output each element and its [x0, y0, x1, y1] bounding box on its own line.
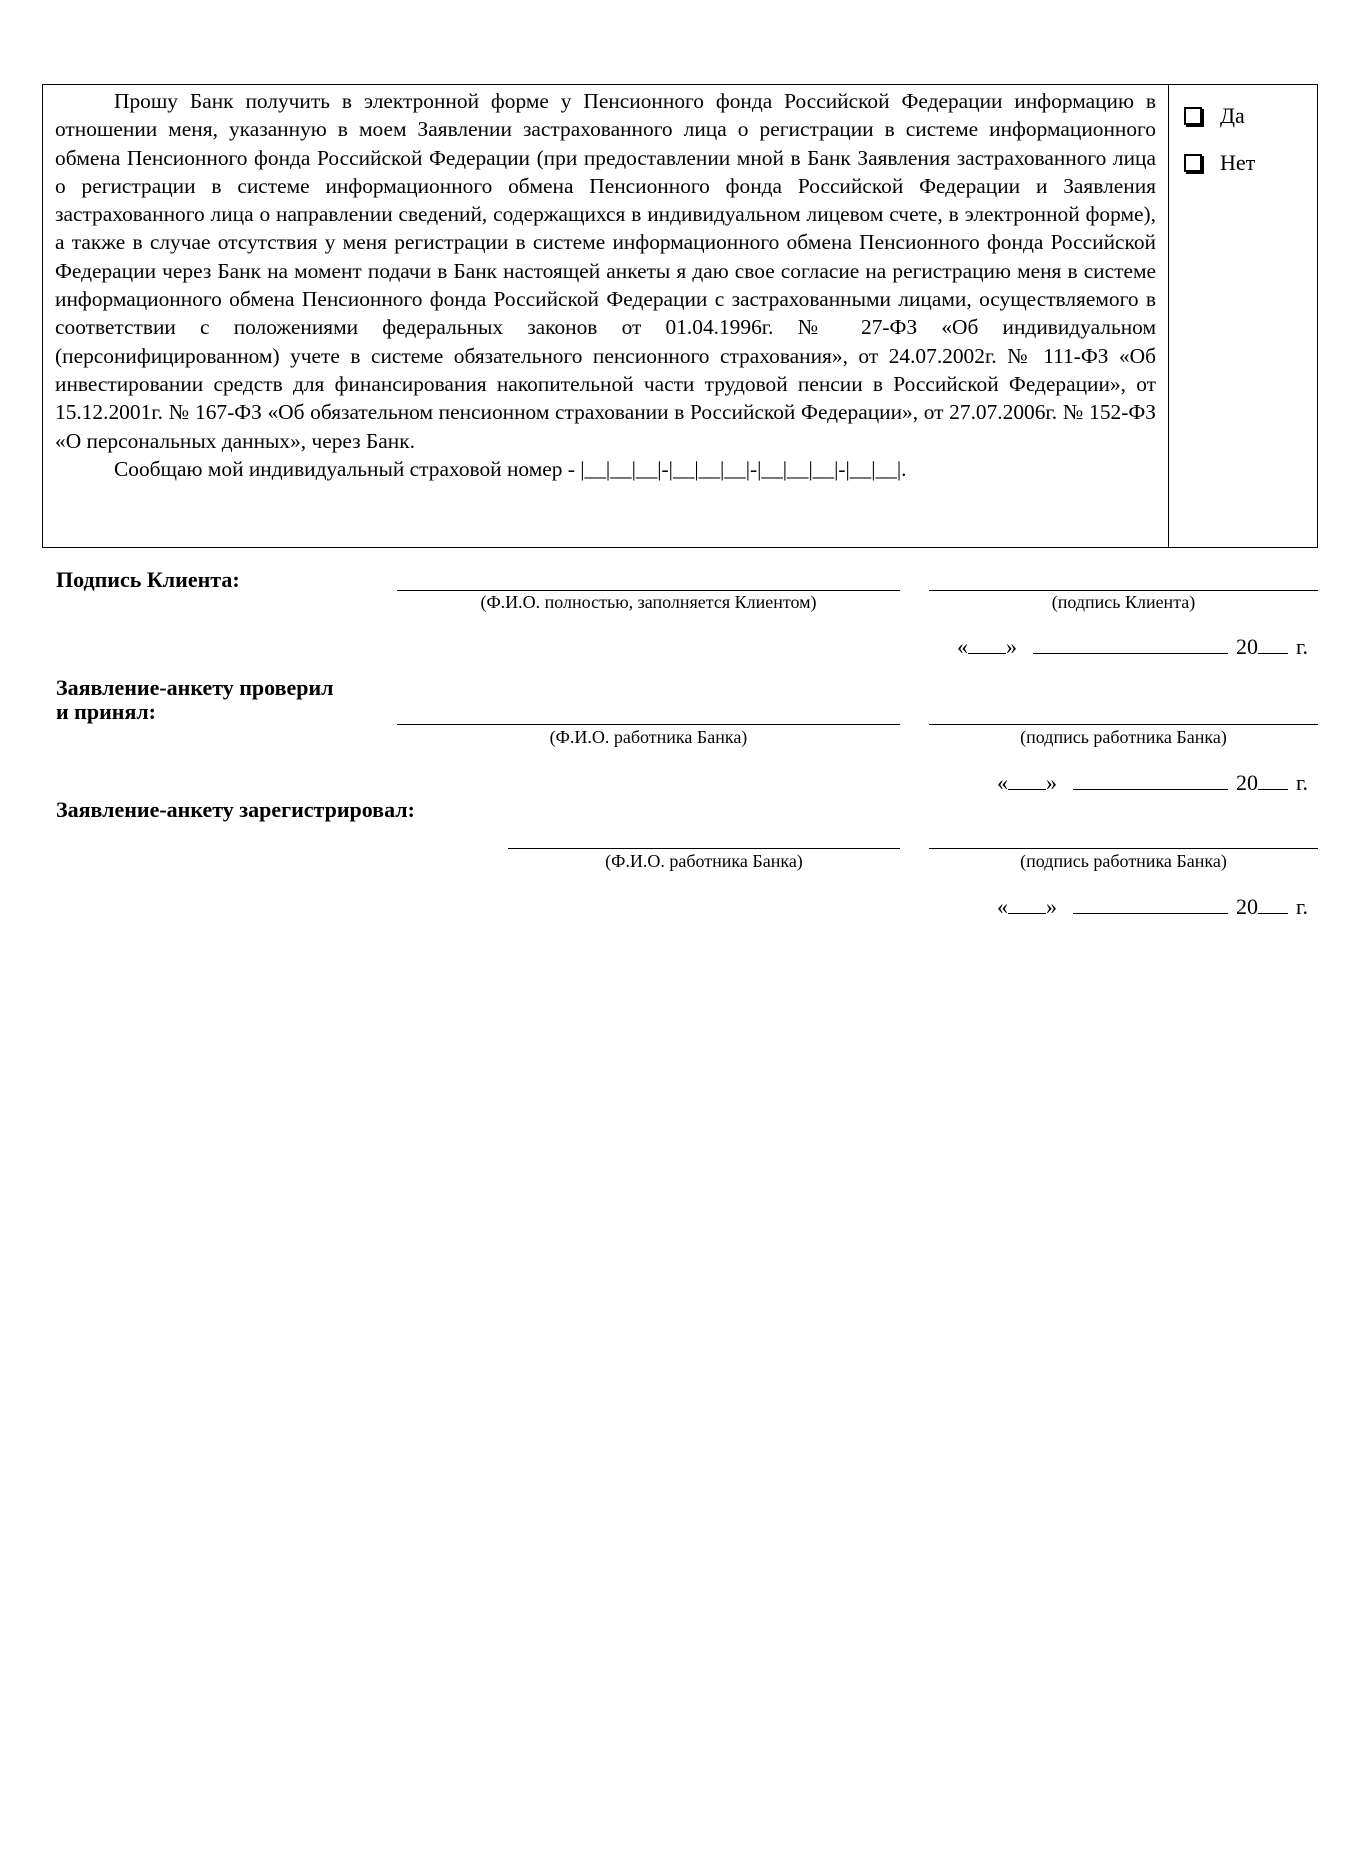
checked-by-name-caption: (Ф.И.О. работника Банка): [549, 727, 748, 747]
client-sign-line[interactable]: [929, 590, 1318, 591]
checked-by-sign-line[interactable]: [929, 724, 1318, 725]
registered-by-sign-caption: (подпись работника Банка): [1020, 851, 1227, 871]
client-name-line[interactable]: [397, 590, 900, 591]
registered-by-date[interactable]: « » 20 г.: [996, 894, 1308, 919]
client-date-month-blank[interactable]: [1033, 633, 1228, 654]
registered-date-day-blank[interactable]: [1008, 893, 1046, 914]
option-no[interactable]: [1184, 148, 1317, 178]
checked-by-label: Заявление-анкету проверил и принял:: [56, 675, 334, 724]
registered-date-year-blank[interactable]: [1258, 893, 1288, 914]
consent-table: [42, 84, 1318, 548]
registered-by-name-caption: (Ф.И.О. работника Банка): [605, 851, 803, 871]
registered-by-name-line[interactable]: [508, 848, 900, 849]
checked-date-day-blank[interactable]: [1008, 769, 1046, 790]
checked-by-date[interactable]: « » 20 г.: [996, 770, 1308, 795]
registered-by-sign-line[interactable]: [929, 848, 1318, 849]
consent-paragraph: Прошу Банк получить в электронной форме у Пенсионного фонда Российской Федерации информацию в отношении меня, указанную в моем Заявлении застрахованного лица о регистрации в системе информационного обмена Пенсионного фонда Российской Федерации (при предоставлении мной в Банк Заявления застрахованного лица о регистрации в системе информационного обмена Пенсионного фонда Российской Федерации и Заявления застрахованного лица о направлении сведений, содержащихся в индивидуальном лицевом счете, в электронной форме), а также в случае отсутствия у меня регистрации в системе информационного обмена Пенсионного фонда Российской Федерации через Банк на момент подачи в Банк настоящей анкеты я даю свое согласие на регистрацию меня в системе информационного обмена Пенсионного фонда Российской Федерации с застрахованными лицами, осуществляемого в соответствии с положениями федеральных законов от 01.04.1996г. № 27-ФЗ «Об индивидуальном (персонифицированном) учете в системе обязательного пенсионного страхования», от 24.07.2002г. № 111-ФЗ «Об инвестировании средств для финансирования накопительной части трудовой пенсии в Российской Федерации», от 15.12.2001г. № 167-ФЗ «Об обязательном пенсионном страховании в Российской Федерации», от 27.07.2006г. № 152-ФЗ «О персональных данных», через Банк.: [55, 89, 1156, 453]
client-date-day-blank[interactable]: [968, 633, 1006, 654]
checked-by-name-line[interactable]: [397, 724, 900, 725]
checkbox-no-icon[interactable]: [1184, 154, 1202, 172]
option-yes-label: Да: [1220, 103, 1245, 128]
snils-paragraph: Сообщаю мой индивидуальный страховой номер - |__|__|__|-|__|__|__|-|__|__|__|-|__|__|.: [114, 456, 907, 481]
checkbox-yes-icon[interactable]: [1184, 107, 1202, 125]
consent-options-cell: [1169, 85, 1317, 547]
registered-by-label: Заявление-анкету зарегистрировал:: [56, 797, 415, 822]
client-name-caption: (Ф.И.О. полностью, заполняется Клиентом): [480, 592, 817, 612]
checked-by-sign-caption: (подпись работника Банка): [1020, 727, 1227, 747]
client-signature-label: Подпись Клиента:: [56, 567, 240, 592]
option-no-label: Нет: [1220, 150, 1256, 175]
client-date-year-blank[interactable]: [1258, 633, 1288, 654]
checked-date-year-blank[interactable]: [1258, 769, 1288, 790]
registered-date-month-blank[interactable]: [1073, 893, 1228, 914]
client-sign-caption: (подпись Клиента): [1051, 592, 1196, 612]
option-yes[interactable]: [1184, 101, 1317, 131]
client-date[interactable]: « » 20 г.: [956, 634, 1308, 659]
consent-text-cell: [43, 85, 1169, 547]
checked-date-month-blank[interactable]: [1073, 769, 1228, 790]
